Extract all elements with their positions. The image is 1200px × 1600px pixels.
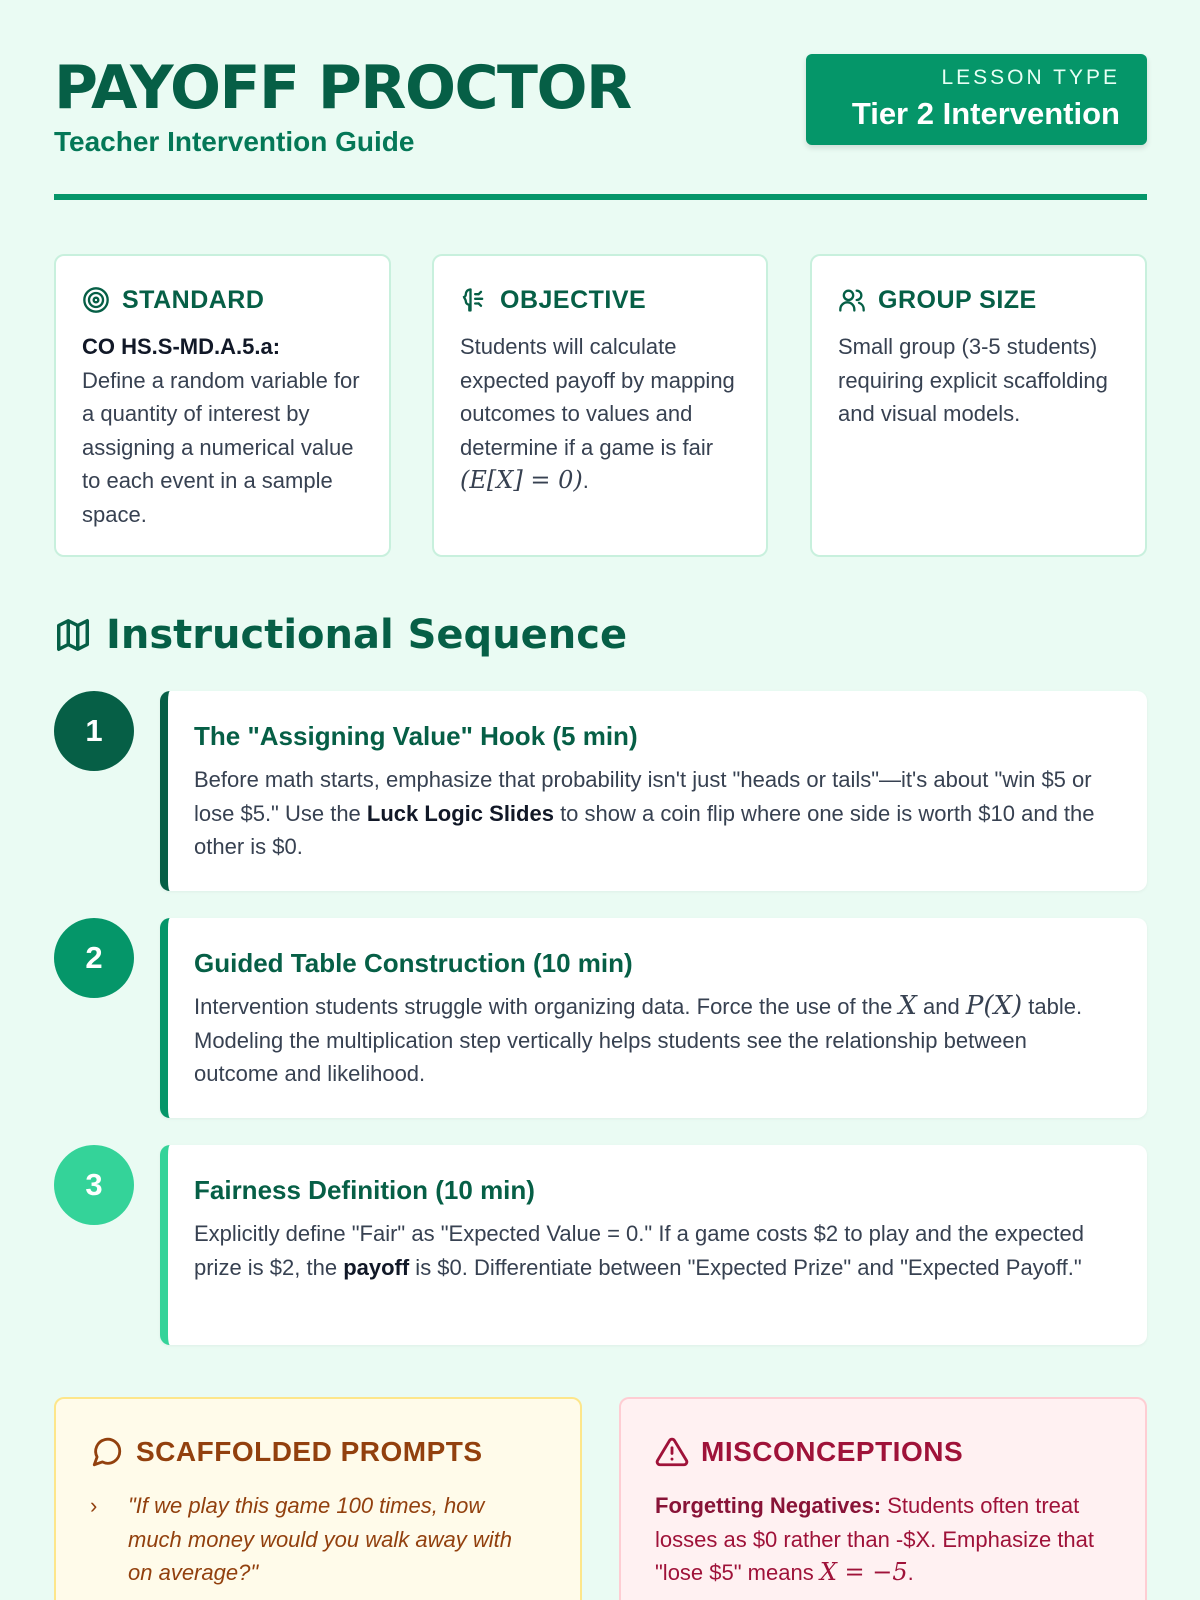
standard-title: STANDARD (122, 285, 265, 314)
page-title: PAYOFF PROCTOR (54, 53, 631, 123)
step-title: The "Assigning Value" Hook (5 min) (194, 721, 638, 751)
misconception-text (655, 1489, 1111, 1590)
lesson-type-label: LESSON TYPE (941, 66, 1120, 89)
step-text: table. Modeling the multiplication step vertically helps students see the relationship between outcome and likelihood. (194, 994, 1083, 1086)
group-size-card (810, 254, 1147, 557)
misconception-description: Students often treat losses as $0 rather than -$X. Emphasize that "lose $5" means (655, 1493, 1095, 1585)
brain-icon (460, 286, 488, 314)
misconception-label: Forgetting Negatives: (655, 1493, 882, 1518)
standard-text (82, 330, 363, 531)
lesson-type-value: Tier 2 Intervention (851, 96, 1120, 131)
step-text: and (916, 994, 966, 1019)
prompt-text: "If we play this game 100 times, how much money would you walk away with on average?" (128, 1493, 512, 1585)
misconceptions-title: MISCONCEPTIONS (701, 1436, 964, 1467)
step-number-badge: 1 (54, 691, 134, 771)
page (54, 0, 1147, 1600)
scaffolded-prompts-card (54, 1397, 582, 1600)
page-subtitle: Teacher Intervention Guide (54, 126, 415, 157)
step-emphasis: Luck Logic Slides (366, 800, 554, 826)
standard-code: CO HS.S-MD.A.5.a: (82, 334, 281, 359)
step-title: Fairness Definition (10 min) (194, 1175, 535, 1205)
instructional-sequence-heading (54, 612, 627, 658)
step-body (194, 763, 1117, 864)
step-math: X (898, 991, 917, 1021)
step-text: is $0. Differentiate between "Expected Prize" and "Expected Payoff." (409, 1254, 1082, 1280)
step-text: Intervention students struggle with organizing data. Force the use of the (194, 994, 899, 1019)
objective-math: (E[X] = 0) (460, 466, 583, 494)
map-icon (54, 616, 92, 654)
prompt-item (90, 1489, 546, 1590)
step-emphasis: payoff (343, 1254, 410, 1280)
header-divider (54, 194, 1147, 200)
misconception-tail: . (907, 1560, 914, 1585)
step-body (194, 990, 1117, 1091)
objective-title: OBJECTIVE (500, 285, 647, 314)
step-math: P(X) (965, 991, 1023, 1021)
users-icon (838, 286, 866, 314)
group-size-title: GROUP SIZE (878, 285, 1037, 314)
step-text: to show a coin flip where one side is worth $10 and the other is $0. (194, 800, 1095, 859)
objective-tail: . (582, 468, 589, 493)
step-title: Guided Table Construction (10 min) (194, 948, 633, 978)
step-card (160, 1145, 1147, 1345)
step-card (160, 691, 1147, 891)
group-size-text: Small group (3-5 students) requiring explicit scaffolding and visual models. (838, 334, 1108, 426)
lesson-type-badge (806, 54, 1147, 145)
step-number-badge: 2 (54, 918, 134, 998)
target-icon (82, 286, 110, 314)
misconception-math: X = −5 (819, 1558, 908, 1586)
standard-card (54, 254, 391, 557)
standard-description: Define a random variable for a quantity of interest by assigning a numerical value to each event in a sample space. (82, 367, 360, 527)
misconceptions-card (619, 1397, 1147, 1600)
objective-card (432, 254, 768, 557)
step-body (194, 1217, 1117, 1284)
step-text: Before math starts, emphasize that probability isn't just "heads or tails"—it's about "win $5 or lose $5." Use the (194, 767, 1092, 826)
step-card (160, 918, 1147, 1118)
chevron-right-icon: › (90, 1493, 98, 1518)
step-text: Explicitly define "Fair" as "Expected Value = 0." If a game costs $2 to play and the expected prize is $2, the (194, 1221, 1084, 1280)
prompts-title: SCAFFOLDED PROMPTS (136, 1436, 483, 1467)
warning-icon (655, 1435, 689, 1469)
section-title: Instructional Sequence (106, 612, 628, 658)
step-number-badge: 3 (54, 1145, 134, 1225)
objective-description: Students will calculate expected payoff by mapping outcomes to values and determine if a game is fair (460, 334, 735, 460)
objective-text (460, 330, 740, 498)
speech-bubble-icon (90, 1435, 124, 1469)
header (54, 52, 1147, 202)
